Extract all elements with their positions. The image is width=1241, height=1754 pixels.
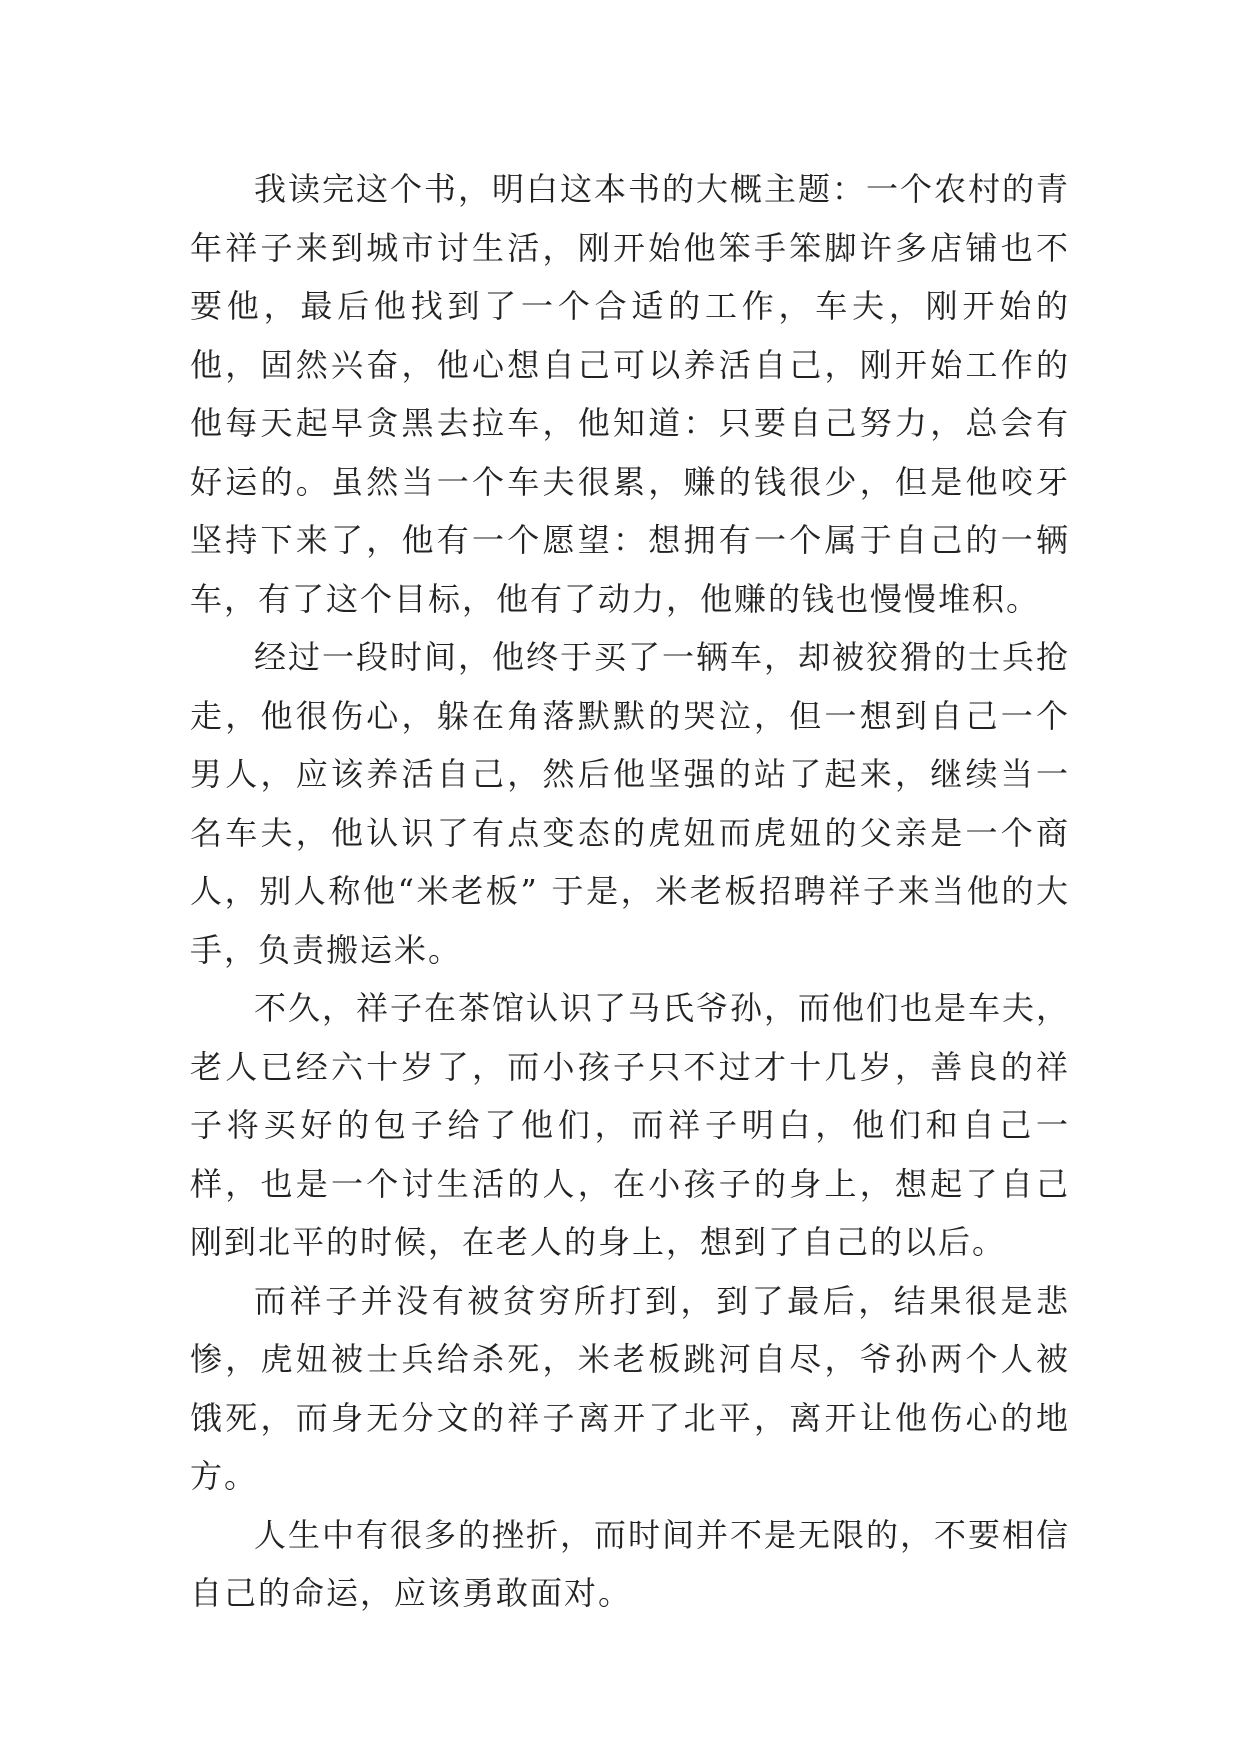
paragraph-1: 我读完这个书，明白这本书的大概主题：一个农村的青年祥子来到城市讨生活，刚开始他笨手笨脚许多店铺也不要他，最后他找到了一个合适的工作，车夫，刚开始的他，固然兴奋，他心想自己可以养活自己，刚开始工作的他每天起早贪黑去拉车，他知道：只要自己努力，总会有好运的。虽然当一个车夫很累，赚的钱很少，但是他咬牙坚持下来了，他有一个愿望：想拥有一个属于自己的一辆车，有了这个目标，他有了动力，他赚的钱也慢慢堆积。 [190,170,1071,618]
document-body [190,160,1070,1623]
paragraph-4: 而祥子并没有被贫穷所打到，到了最后，结果很是悲惨，虎妞被士兵给杀死，米老板跳河自尽，爷孙两个人被饿死，而身无分文的祥子离开了北平，离开让他伤心的地方。 [190,1281,1070,1495]
paragraph-3: 不久，祥子在茶馆认识了马氏爷孙，而他们也是车夫，老人已经六十岁了，而小孩子只不过才十几岁，善良的祥子将买好的包子给了他们，而祥子明白，他们和自己一样，也是一个讨生活的人，在小孩子的身上，想起了自己刚到北平的时候，在老人的身上，想到了自己的以后。 [190,989,1071,1261]
paragraph-5: 人生中有很多的挫折，而时间并不是无限的，不要相信自己的命运，应该勇敢面对。 [190,1515,1071,1612]
paragraph-2: 经过一段时间，他终于买了一辆车，却被狡猾的士兵抢走，他很伤心，躲在角落默默的哭泣，但一想到自己一个男人，应该养活自己，然后他坚强的站了起来，继续当一名车夫，他认识了有点变态的虎妞而虎妞的父亲是一个商人，别人称他“米老板” 于是，米老板招聘祥子来当他的大手，负责搬运米。 [190,638,1071,969]
